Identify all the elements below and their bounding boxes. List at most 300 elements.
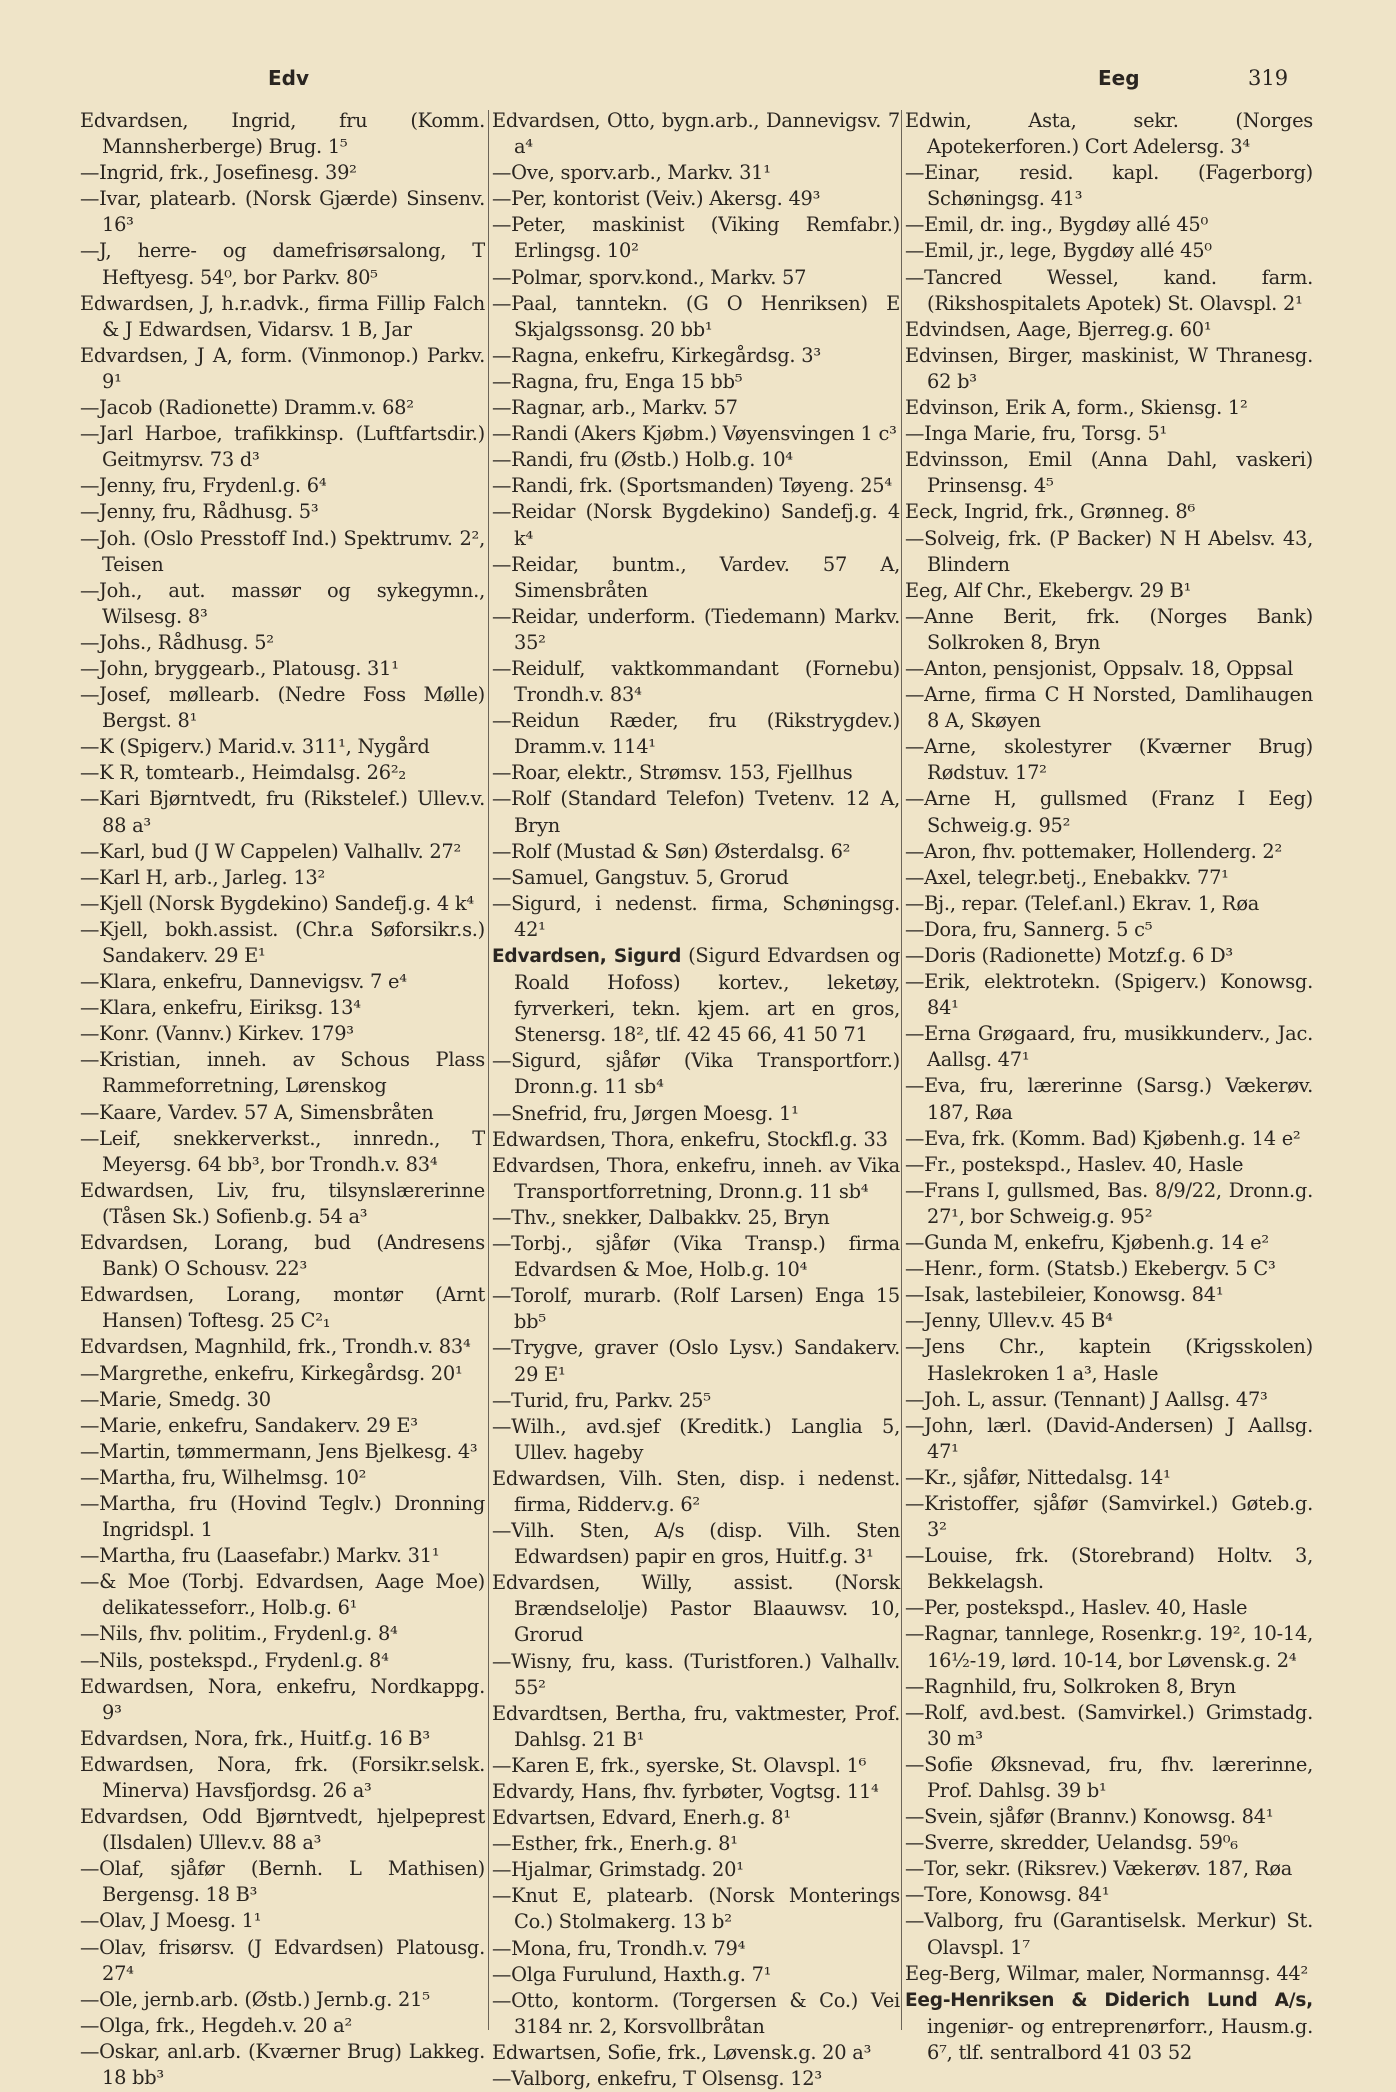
entry-text: —Louise, frk. (Storebrand) Holtv. 3, Bekkelagsh. bbox=[905, 1544, 1313, 1594]
directory-entry bbox=[80, 1987, 485, 2013]
entry-text: —Fr., postekspd., Haslev. 40, Hasle bbox=[905, 1152, 1244, 1176]
entry-text: —J, herre- og damefrisørsalong, T Heftyesg. 54⁰, bor Parkv. 80⁵ bbox=[80, 239, 485, 289]
directory-entry bbox=[905, 395, 1313, 421]
directory-entry bbox=[80, 421, 485, 473]
directory-entry bbox=[492, 656, 900, 708]
directory-entry bbox=[80, 1648, 485, 1674]
entry-text: —Tancred Wessel, kand. farm. (Rikshospitalets Apotek) St. Olavspl. 2¹ bbox=[905, 265, 1313, 315]
directory-entry bbox=[905, 1543, 1313, 1595]
entry-text: Edvardsen, Lorang, bud (Andresens Bank) O Schousv. 22³ bbox=[80, 1231, 485, 1281]
directory-entry bbox=[905, 917, 1313, 943]
entry-text: —Joh., aut. massør og sykegymn., Wilsesg. 8³ bbox=[80, 578, 485, 628]
directory-entry bbox=[492, 343, 900, 369]
entry-bold-name: Edvardsen, Sigurd bbox=[492, 946, 682, 967]
entry-text: —Snefrid, fru, Jørgen Moesg. 1¹ bbox=[492, 1101, 799, 1125]
entry-text: —Randi, frk. (Sportsmanden) Tøyeng. 25⁴ bbox=[492, 474, 892, 498]
directory-entry bbox=[492, 708, 900, 760]
entry-text: Edvardsen, J A, form. (Vinmonop.) Parkv. 9¹ bbox=[80, 343, 485, 393]
directory-entry bbox=[905, 891, 1313, 917]
directory-entry bbox=[80, 839, 485, 865]
entry-text: —Reidun Ræder, fru (Rikstrygdev.) Dramm.v. 114¹ bbox=[492, 709, 900, 759]
entry-text: —Joh. L, assur. (Tennant) J Aallsg. 47³ bbox=[905, 1387, 1268, 1411]
entry-text: —Martha, fru, Wilhelmsg. 10² bbox=[80, 1465, 367, 1489]
entry-text: —Jenny, fru, Rådhusg. 5³ bbox=[80, 500, 319, 524]
entry-text: Eeg, Alf Chr., Ekebergv. 29 B¹ bbox=[905, 578, 1192, 602]
running-header-center: Eeg bbox=[1098, 66, 1140, 90]
directory-entry bbox=[80, 1334, 485, 1360]
entry-text: —Sverre, skredder, Uelandsg. 59⁰₆ bbox=[905, 1831, 1238, 1855]
directory-entry bbox=[492, 1857, 900, 1883]
entry-text: —Olga Furulund, Haxth.g. 7¹ bbox=[492, 1962, 772, 1986]
entry-text: Edwardsen, Liv, fru, tilsynslærerinne (Tåsen Sk.) Sofienb.g. 54 a³ bbox=[80, 1178, 485, 1228]
entry-text: Edvardsen, Ingrid, fru (Komm. Mannsherberge) Brug. 1⁵ bbox=[80, 109, 485, 159]
entry-text: —Rolf (Standard Telefon) Tvetenv. 12 A, Bryn bbox=[492, 787, 900, 837]
entry-text: —Jenny, Ullev.v. 45 B⁴ bbox=[905, 1309, 1113, 1333]
entry-text: —Olaf, sjåfør (Bernh. L Mathisen) Bergensg. 18 B³ bbox=[80, 1857, 485, 1907]
directory-entry bbox=[492, 1831, 900, 1857]
entry-text: —Per, kontorist (Veiv.) Akersg. 49³ bbox=[492, 187, 821, 211]
entry-text: Edvardsen, Thora, enkefru, inneh. av Vika Transportforretning, Dronn.g. 11 sb⁴ bbox=[492, 1153, 900, 1203]
column-divider bbox=[901, 110, 902, 2030]
directory-entry bbox=[80, 343, 485, 395]
directory-entry bbox=[492, 865, 900, 891]
entry-text: —Esther, frk., Enerh.g. 8¹ bbox=[492, 1832, 738, 1856]
directory-entry bbox=[492, 1101, 900, 1127]
directory-entry bbox=[80, 891, 485, 917]
entry-text: —Ragna, enkefru, Kirkegårdsg. 3³ bbox=[492, 343, 821, 367]
directory-entry bbox=[492, 1805, 900, 1831]
entry-text: —Ragnar, tannlege, Rosenkr.g. 19², 10-14, 16½-19, lørd. 10-14, bor Løvensk.g. 2⁴ bbox=[905, 1622, 1313, 1672]
directory-entry bbox=[80, 656, 485, 682]
directory-entry bbox=[492, 1388, 900, 1414]
directory-entry bbox=[905, 108, 1313, 160]
entry-text: —Marie, Smedg. 30 bbox=[80, 1387, 271, 1411]
entry-text: —Reidulf, vaktkommandant (Fornebu) Trondh.v. 83⁴ bbox=[492, 656, 900, 707]
directory-entry bbox=[905, 421, 1313, 447]
entry-text: —Ragnhild, fru, Solkroken 8, Bryn bbox=[905, 1674, 1236, 1698]
entry-text: —John, bryggearb., Platousg. 31¹ bbox=[80, 656, 399, 680]
directory-entry bbox=[492, 473, 900, 499]
column-1 bbox=[80, 108, 485, 2090]
directory-entry bbox=[492, 369, 900, 395]
directory-entry bbox=[492, 891, 900, 943]
directory-entry bbox=[492, 395, 900, 421]
entry-text: —Jacob (Radionette) Dramm.v. 68² bbox=[80, 396, 414, 420]
directory-entry bbox=[492, 1153, 900, 1205]
directory-entry bbox=[905, 212, 1313, 238]
directory-entry bbox=[905, 1073, 1313, 1125]
entry-text: —Henr., form. (Statsb.) Ekebergv. 5 C³ bbox=[905, 1257, 1276, 1281]
directory-entry bbox=[492, 1570, 900, 1648]
entry-text: —Emil, dr. ing., Bygdøy allé 45⁰ bbox=[905, 213, 1209, 237]
directory-entry bbox=[492, 212, 900, 264]
entry-text: Edvardtsen, Bertha, fru, vaktmester, Prof. Dahlsg. 21 B¹ bbox=[492, 1701, 900, 1751]
entry-text: Edvardsen, Willy, assist. (Norsk Brændselolje) Pastor Blaauwsv. 10, Grorud bbox=[492, 1571, 900, 1647]
entry-text: —Jenny, fru, Frydenl.g. 6⁴ bbox=[80, 474, 327, 498]
entry-text: —Doris (Radionette) Motzf.g. 6 D³ bbox=[905, 944, 1233, 967]
directory-entry bbox=[492, 1414, 900, 1466]
directory-entry bbox=[80, 917, 485, 969]
entry-text: —Anne Berit, frk. (Norges Bank) Solkroken 8, Bryn bbox=[905, 604, 1313, 654]
directory-entry bbox=[80, 1621, 485, 1647]
directory-entry bbox=[905, 786, 1313, 838]
directory-entry bbox=[80, 2039, 485, 2091]
entry-text: Edwardsen, Vilh. Sten, disp. i nedenst. firma, Ridderv.g. 6² bbox=[492, 1466, 900, 1516]
directory-entry bbox=[80, 1674, 485, 1726]
entry-text: —Aron, fhv. pottemaker, Hollenderg. 2² bbox=[905, 839, 1283, 863]
entry-text: —Mona, fru, Trondh.v. 79⁴ bbox=[492, 1936, 746, 1960]
entry-text: —Olav, J Moesg. 1¹ bbox=[80, 1909, 262, 1933]
directory-entry bbox=[492, 1048, 900, 1100]
entry-text: —Karl H, arb., Jarleg. 13² bbox=[80, 865, 326, 889]
directory-entry bbox=[905, 1491, 1313, 1543]
entry-text: —Isak, lastebileier, Konowsg. 84¹ bbox=[905, 1283, 1224, 1307]
directory-entry bbox=[80, 1804, 485, 1856]
directory-entry bbox=[80, 969, 485, 995]
entry-text: —Ivar, platearb. (Norsk Gjærde) Sinsenv. 16³ bbox=[80, 187, 485, 237]
entry-text: Edwardsen, Nora, enkefru, Nordkappg. 9³ bbox=[80, 1674, 485, 1724]
entry-text: —Randi, fru (Østb.) Holb.g. 10⁴ bbox=[492, 448, 793, 472]
entry-text: —Ove, sporv.arb., Markv. 31¹ bbox=[492, 161, 771, 185]
entry-text: —Martha, fru (Hovind Teglv.) Dronning Ingridspl. 1 bbox=[80, 1491, 485, 1542]
directory-entry bbox=[492, 265, 900, 291]
directory-entry bbox=[905, 1908, 1313, 1960]
entry-text: —Bj., repar. (Telef.anl.) Ekrav. 1, Røa bbox=[905, 891, 1260, 915]
entry-text: —Konr. (Vannv.) Kirkev. 179³ bbox=[80, 1022, 354, 1046]
directory-entry bbox=[80, 1908, 485, 1934]
entry-text: (Sigurd Edvardsen og Roald Hofoss) kortev., leketøy, fyrverkeri, tekn. kjem. art en gros, Stenersg. 18², tlf. 42 45 66, 41 50 71 bbox=[514, 944, 900, 1047]
entry-text: —Anton, pensjonist, Oppsalv. 18, Oppsal bbox=[905, 656, 1294, 680]
directory-entry bbox=[80, 1230, 485, 1282]
directory-entry bbox=[492, 1283, 900, 1335]
directory-entry bbox=[905, 865, 1313, 891]
directory-entry bbox=[80, 1047, 485, 1099]
entry-bold-name: Eeg-Henriksen & Diderich Lund A/s, bbox=[905, 1989, 1313, 2011]
directory-entry bbox=[905, 1021, 1313, 1073]
directory-entry bbox=[905, 1256, 1313, 1282]
directory-entry bbox=[80, 1126, 485, 1178]
entry-text: —Reidar, underform. (Tiedemann) Markv. 35² bbox=[492, 604, 900, 654]
entry-text: —Eva, fru, lærerinne (Sarsg.) Vækerøv. 187, Røa bbox=[905, 1074, 1313, 1124]
directory-entry bbox=[905, 1595, 1313, 1621]
directory-entry bbox=[905, 1700, 1313, 1752]
directory-entry bbox=[905, 1152, 1313, 1178]
entry-text: —Knut E, platearb. (Norsk Monterings Co.) Stolmakerg. 13 b² bbox=[492, 1884, 900, 1934]
entry-text: —Oskar, anl.arb. (Kværner Brug) Lakkeg. 18 bb³ bbox=[80, 2039, 485, 2090]
directory-entry bbox=[80, 995, 485, 1021]
entry-text: Edvardy, Hans, fhv. fyrbøter, Vogtsg. 11⁴ bbox=[492, 1780, 879, 1803]
entry-text: —Arne, firma C H Norsted, Damlihaugen 8 A, Skøyen bbox=[905, 683, 1313, 733]
entry-text: Edvinson, Erik A, form., Skiensg. 1² bbox=[905, 396, 1248, 420]
directory-entry bbox=[905, 1961, 1313, 1987]
entry-text: —Ragna, fru, Enga 15 bb⁵ bbox=[492, 369, 743, 393]
directory-entry bbox=[492, 1779, 900, 1805]
directory-entry bbox=[905, 1830, 1313, 1856]
directory-entry bbox=[905, 317, 1313, 343]
directory-entry bbox=[492, 1231, 900, 1283]
directory-entry bbox=[905, 943, 1313, 969]
directory-entry bbox=[492, 291, 900, 343]
entry-text: —Kr., sjåfør, Nittedalsg. 14¹ bbox=[905, 1465, 1171, 1489]
directory-entry bbox=[80, 865, 485, 891]
directory-entry bbox=[492, 1518, 900, 1570]
entry-text: —Martha, fru (Laasefabr.) Markv. 31¹ bbox=[80, 1544, 440, 1568]
entry-text: Edvardsen, Otto, bygn.arb., Dannevigsv. 7 a⁴ bbox=[492, 109, 900, 159]
entry-text: —Sigurd, sjåfør (Vika Transportforr.) Dronn.g. 11 sb⁴ bbox=[492, 1049, 900, 1099]
directory-entry bbox=[80, 760, 485, 786]
entry-text: Edvinsen, Birger, maskinist, W Thranesg. 62 b³ bbox=[905, 343, 1313, 393]
entry-text: —Dora, fru, Sannerg. 5 c⁵ bbox=[905, 917, 1153, 941]
entry-text: —Hjalmar, Grimstadg. 20¹ bbox=[492, 1858, 744, 1882]
directory-entry bbox=[905, 160, 1313, 212]
directory-entry bbox=[905, 1674, 1313, 1700]
directory-entry bbox=[80, 1491, 485, 1543]
entry-text: —Rolf, avd.best. (Samvirkel.) Grimstadg. 30 m³ bbox=[905, 1700, 1313, 1750]
directory-entry bbox=[905, 1413, 1313, 1465]
directory-entry bbox=[492, 786, 900, 838]
directory-entry bbox=[80, 1282, 485, 1334]
entry-text: —Valborg, fru (Garantiselsk. Merkur) St. Olavspl. 1⁷ bbox=[905, 1909, 1313, 1959]
directory-entry bbox=[905, 682, 1313, 734]
entry-text: Edwardsen, J, h.r.advk., firma Fillip Falch & J Edwardsen, Vidarsv. 1 B, Jar bbox=[80, 291, 485, 341]
directory-entry bbox=[492, 160, 900, 186]
directory-entry bbox=[80, 186, 485, 238]
directory-entry bbox=[905, 526, 1313, 578]
entry-text: —Martin, tømmermann, Jens Bjelkesg. 4³ bbox=[80, 1439, 478, 1463]
directory-entry bbox=[80, 238, 485, 290]
entry-text: —Solveig, frk. (P Backer) N H Abelsv. 43, Blindern bbox=[905, 526, 1313, 576]
directory-entry bbox=[492, 499, 900, 551]
directory-entry bbox=[492, 1988, 900, 2040]
entry-text: —Eva, frk. (Komm. Bad) Kjøbenh.g. 14 e² bbox=[905, 1126, 1301, 1150]
directory-entry bbox=[80, 108, 485, 160]
directory-entry bbox=[492, 1962, 900, 1988]
directory-entry bbox=[905, 839, 1313, 865]
entry-text: —& Moe (Torbj. Edvardsen, Aage Moe) delikatesseforr., Holb.g. 6¹ bbox=[80, 1570, 485, 1620]
entry-text: —Thv., snekker, Dalbakkv. 25, Bryn bbox=[492, 1205, 830, 1229]
directory-entry bbox=[492, 943, 900, 1048]
column-3 bbox=[905, 108, 1313, 2064]
directory-entry bbox=[905, 499, 1313, 525]
entry-text: —Jens Chr., kaptein (Krigsskolen) Haslekroken 1 a³, Hasle bbox=[905, 1335, 1313, 1385]
entry-text: Edvardsen, Magnhild, frk., Trondh.v. 83⁴ bbox=[80, 1335, 471, 1359]
entry-text: —Wisny, fru, kass. (Turistforen.) Valhallv. 55² bbox=[492, 1649, 900, 1699]
entry-text: —Wilh., avd.sjef (Kreditk.) Langlia 5, Ullev. hageby bbox=[492, 1414, 900, 1464]
directory-entry bbox=[492, 2040, 900, 2066]
entry-text: —Arne, skolestyrer (Kværner Brug) Rødstuv. 17² bbox=[905, 735, 1313, 785]
entry-text: —Trygve, graver (Oslo Lysv.) Sandakerv. 29 E¹ bbox=[492, 1336, 900, 1386]
entry-text: —K R, tomtearb., Heimdalsg. 26²₂ bbox=[80, 761, 406, 785]
entry-text: —Ingrid, frk., Josefinesg. 39² bbox=[80, 161, 357, 185]
directory-entry bbox=[905, 1230, 1313, 1256]
entry-text: —Polmar, sporv.kond., Markv. 57 bbox=[492, 265, 807, 289]
entry-text: —Torolf, murarb. (Rolf Larsen) Enga 15 bb⁵ bbox=[492, 1284, 900, 1334]
directory-entry bbox=[905, 578, 1313, 604]
directory-entry bbox=[80, 1021, 485, 1047]
entry-text: —Erna Grøgaard, fru, musikkunderv., Jac. Aallsg. 47¹ bbox=[905, 1022, 1313, 1072]
directory-entry bbox=[905, 734, 1313, 786]
entry-text: —Johs., Rådhusg. 5² bbox=[80, 630, 274, 654]
column-divider bbox=[488, 110, 489, 2030]
entry-text: —Per, postekspd., Haslev. 40, Hasle bbox=[905, 1596, 1248, 1620]
directory-entry bbox=[492, 2066, 900, 2092]
entry-text: —Peter, maskinist (Viking Remfabr.) Erlingsg. 10² bbox=[492, 213, 900, 263]
entry-text: —Kristoffer, sjåfør (Samvirkel.) Gøteb.g. 3² bbox=[905, 1491, 1313, 1542]
directory-entry bbox=[905, 604, 1313, 656]
entry-text: —Ragnar, arb., Markv. 57 bbox=[492, 396, 738, 420]
entry-text: —Kjell (Norsk Bygdekino) Sandefj.g. 4 k⁴ bbox=[80, 891, 474, 915]
entry-text: —Turid, fru, Parkv. 25⁵ bbox=[492, 1388, 711, 1412]
entry-text: —Nils, fhv. politim., Frydenl.g. 8⁴ bbox=[80, 1622, 398, 1646]
directory-entry bbox=[905, 1465, 1313, 1491]
directory-entry bbox=[80, 1569, 485, 1621]
entry-text: —Kjell, bokh.assist. (Chr.a Søforsikr.s.) Sandakerv. 29 E¹ bbox=[80, 917, 485, 967]
directory-entry bbox=[80, 1387, 485, 1413]
entry-text: —Einar, resid. kapl. (Fagerborg) Schøningsg. 41³ bbox=[905, 161, 1313, 211]
entry-text: ingeniør- og entreprenørforr., Hausm.g. 6⁷, tlf. sentralbord 41 03 52 bbox=[927, 2014, 1313, 2064]
entry-text: Edvindsen, Aage, Bjerreg.g. 60¹ bbox=[905, 317, 1212, 341]
directory-entry bbox=[905, 1987, 1313, 2066]
directory-entry bbox=[492, 1701, 900, 1753]
directory-entry bbox=[80, 630, 485, 656]
directory-entry bbox=[905, 1334, 1313, 1386]
entry-text: Edvardsen, Odd Bjørntvedt, hjelpeprest (Ilsdalen) Ullev.v. 88 a³ bbox=[80, 1805, 485, 1855]
directory-entry bbox=[80, 578, 485, 630]
directory-entry bbox=[80, 1439, 485, 1465]
directory-entry bbox=[905, 1178, 1313, 1230]
directory-entry bbox=[80, 1752, 485, 1804]
entry-text: —Margrethe, enkefru, Kirkegårdsg. 20¹ bbox=[80, 1361, 463, 1385]
entry-text: —Karl, bud (J W Cappelen) Valhallv. 27² bbox=[80, 839, 462, 863]
directory-entry bbox=[905, 1752, 1313, 1804]
directory-entry bbox=[492, 447, 900, 473]
running-header-left: Edv bbox=[268, 66, 310, 90]
entry-text: Eeck, Ingrid, frk., Grønneg. 8⁶ bbox=[905, 500, 1196, 524]
entry-text: Edwardsen, Nora, frk. (Forsikr.selsk. Minerva) Havsfjordsg. 26 a³ bbox=[80, 1752, 485, 1802]
entry-text: —Klara, enkefru, Dannevigsv. 7 e⁴ bbox=[80, 970, 407, 994]
entry-text: —Kristian, inneh. av Schous Plass Rammeforretning, Lørenskog bbox=[80, 1048, 485, 1098]
directory-entry bbox=[492, 1466, 900, 1518]
entry-text: —John, lærl. (David-Andersen) J Aallsg. 47¹ bbox=[905, 1413, 1313, 1463]
entry-text: —Sofie Øksnevad, fru, fhv. lærerinne, Prof. Dahlsg. 39 b¹ bbox=[905, 1752, 1313, 1802]
entry-text: —Karen E, frk., syerske, St. Olavspl. 1⁶ bbox=[492, 1753, 867, 1777]
directory-entry bbox=[492, 760, 900, 786]
entry-text: —Frans I, gullsmed, Bas. 8/9/22, Dronn.g. 27¹, bor Schweig.g. 95² bbox=[905, 1178, 1313, 1228]
directory-entry bbox=[80, 1361, 485, 1387]
entry-text: —Nils, postekspd., Frydenl.g. 8⁴ bbox=[80, 1648, 389, 1672]
directory-entry bbox=[492, 1205, 900, 1231]
directory-entry bbox=[492, 1335, 900, 1387]
directory-entry bbox=[492, 1753, 900, 1779]
directory-entry bbox=[80, 1935, 485, 1987]
entry-text: —Axel, telegr.betj., Enebakkv. 77¹ bbox=[905, 865, 1229, 889]
directory-entry bbox=[80, 2013, 485, 2039]
directory-entry bbox=[80, 1413, 485, 1439]
entry-text: —Inga Marie, fru, Torsg. 5¹ bbox=[905, 422, 1168, 446]
entry-text: —Ole, jernb.arb. (Østb.) Jernb.g. 21⁵ bbox=[80, 1987, 430, 2011]
directory-entry bbox=[80, 526, 485, 578]
directory-entry bbox=[905, 656, 1313, 682]
directory-entry bbox=[905, 1387, 1313, 1413]
directory-entry bbox=[905, 265, 1313, 317]
entry-text: —Valborg, enkefru, T Olsensg. 12³ bbox=[492, 2067, 822, 2091]
entry-text: —Roar, elektr., Strømsv. 153, Fjellhus bbox=[492, 761, 853, 785]
directory-entry bbox=[492, 108, 900, 160]
directory-entry bbox=[80, 1465, 485, 1491]
directory-entry bbox=[80, 1100, 485, 1126]
entry-text: —Klara, enkefru, Eiriksg. 13⁴ bbox=[80, 996, 361, 1020]
directory-entry bbox=[905, 1882, 1313, 1908]
entry-text: Edwardsen, Lorang, montør (Arnt Hansen) Toftesg. 25 C²₁ bbox=[80, 1283, 485, 1333]
page-number: 319 bbox=[1248, 66, 1289, 90]
entry-text: —Jarl Harboe, trafikkinsp. (Luftfartsdir.) Geitmyrsv. 73 d³ bbox=[80, 422, 485, 472]
directory-entry bbox=[80, 682, 485, 734]
entry-text: —Tor, sekr. (Riksrev.) Vækerøv. 187, Røa bbox=[905, 1857, 1293, 1881]
directory-entry bbox=[492, 421, 900, 447]
entry-text: —Paal, tanntekn. (G O Henriksen) E Skjalgssonsg. 20 bb¹ bbox=[492, 291, 900, 341]
directory-entry bbox=[905, 1804, 1313, 1830]
directory-entry bbox=[80, 1178, 485, 1230]
directory-entry bbox=[80, 1856, 485, 1908]
entry-text: —Gunda M, enkefru, Kjøbenh.g. 14 e² bbox=[905, 1231, 1269, 1255]
directory-entry bbox=[905, 238, 1313, 264]
entry-text: —Josef, møllearb. (Nedre Foss Mølle) Bergst. 8¹ bbox=[80, 683, 485, 733]
directory-entry bbox=[492, 1127, 900, 1153]
entry-text: —Reidar (Norsk Bygdekino) Sandefj.g. 4 k⁴ bbox=[492, 500, 900, 550]
directory-entry bbox=[905, 1621, 1313, 1673]
directory-entry bbox=[905, 1282, 1313, 1308]
directory-entry bbox=[492, 552, 900, 604]
entry-text: —Torbj., sjåfør (Vika Transp.) firma Edvardsen & Moe, Holb.g. 10⁴ bbox=[492, 1232, 900, 1282]
entry-text: —Sigurd, i nedenst. firma, Schøningsg. 42¹ bbox=[492, 891, 900, 941]
entry-text: —Leif, snekkerverkst., innredn., T Meyersg. 64 bb³, bor Trondh.v. 83⁴ bbox=[80, 1126, 485, 1176]
entry-text: Edvinsson, Emil (Anna Dahl, vaskeri) Prinsensg. 4⁵ bbox=[905, 448, 1313, 498]
directory-entry bbox=[905, 1856, 1313, 1882]
entry-text: —Otto, kontorm. (Torgersen & Co.) Vei 3184 nr. 2, Korsvollbråtan bbox=[492, 1988, 900, 2038]
entry-text: —Arne H, gullsmed (Franz I Eeg) Schweig.g. 95² bbox=[905, 787, 1313, 837]
entry-text: —Reidar, buntm., Vardev. 57 A, Simensbråten bbox=[492, 552, 900, 602]
entry-text: —Emil, jr., lege, Bygdøy allé 45⁰ bbox=[905, 239, 1212, 263]
entry-text: —Samuel, Gangstuv. 5, Grorud bbox=[492, 865, 789, 889]
directory-entry bbox=[80, 1543, 485, 1569]
entry-text: —Olav, frisørsv. (J Edvardsen) Platousg. 27⁴ bbox=[80, 1935, 485, 1985]
column-2 bbox=[492, 108, 900, 2091]
entry-text: —Marie, enkefru, Sandakerv. 29 E³ bbox=[80, 1413, 418, 1437]
entry-text: Edwardsen, Thora, enkefru, Stockfl.g. 33 bbox=[492, 1127, 888, 1151]
entry-text: Edvartsen, Edvard, Enerh.g. 8¹ bbox=[492, 1806, 791, 1830]
entry-text: —Kaare, Vardev. 57 A, Simensbråten bbox=[80, 1100, 434, 1124]
entry-text: —Kari Bjørntvedt, fru (Rikstelef.) Ullev.v. 88 a³ bbox=[80, 787, 485, 837]
directory-entry bbox=[80, 734, 485, 760]
directory-entry bbox=[492, 1883, 900, 1935]
directory-entry bbox=[80, 395, 485, 421]
directory-entry bbox=[905, 1308, 1313, 1334]
directory-entry bbox=[80, 1726, 485, 1752]
directory-entry bbox=[492, 1936, 900, 1962]
directory-entry bbox=[492, 186, 900, 212]
directory-entry bbox=[492, 839, 900, 865]
entry-text: —Rolf (Mustad & Søn) Østerdalsg. 6² bbox=[492, 839, 851, 863]
entry-text: —Olga, frk., Hegdeh.v. 20 a² bbox=[80, 2013, 352, 2037]
entry-text: —K (Spigerv.) Marid.v. 311¹, Nygård bbox=[80, 735, 430, 759]
entry-text: —Erik, elektrotekn. (Spigerv.) Konowsg. 84¹ bbox=[905, 970, 1313, 1020]
entry-text: Eeg-Berg, Wilmar, maler, Normannsg. 44² bbox=[905, 1961, 1309, 1985]
directory-entry bbox=[905, 969, 1313, 1021]
entry-text: —Tore, Konowsg. 84¹ bbox=[905, 1883, 1110, 1907]
directory-entry bbox=[905, 1126, 1313, 1152]
entry-text: —Randi (Akers Kjøbm.) Vøyensvingen 1 c³ bbox=[492, 422, 897, 446]
entry-text: Edvardsen, Nora, frk., Huitf.g. 16 B³ bbox=[80, 1726, 430, 1750]
